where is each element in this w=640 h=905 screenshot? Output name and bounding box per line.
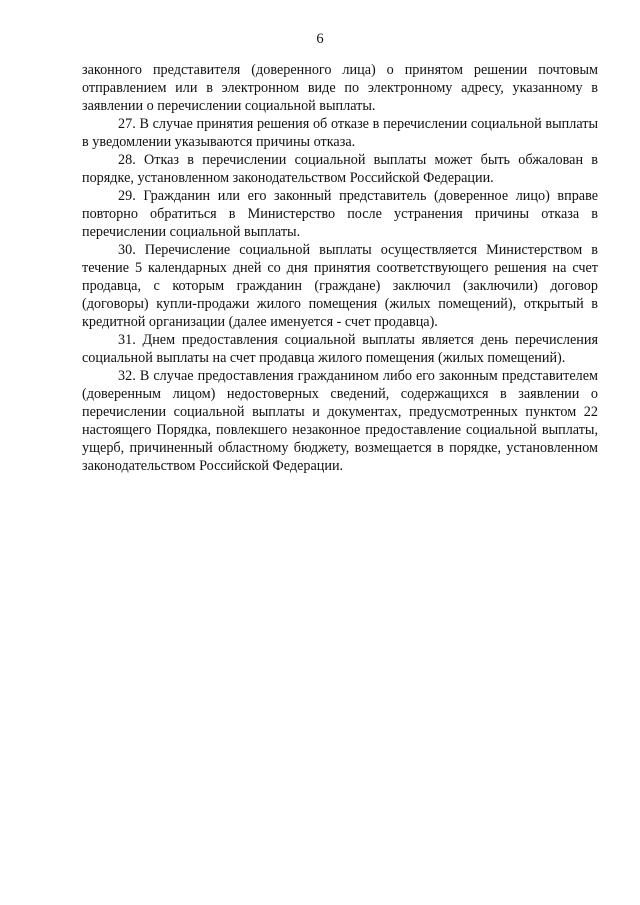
paragraph-32: 32. В случае предоставления гражданином либо его законным представителем (доверенным лицом) недостоверных сведений, содержащихся в заявлении о перечислении социальной выплаты и документах, предусмотренных пунктом 22 настоящего Порядка, повлекшего незаконное предоставление социальной выплаты, ущерб, причиненный областному бюджету, возмещается в порядке, установленном законодательством Российской Федерации. bbox=[82, 368, 598, 474]
paragraph-28: 28. Отказ в перечислении социальной выплаты может быть обжалован в порядке, установленном законодательством Российской Федерации. bbox=[82, 152, 598, 186]
paragraph-30: 30. Перечисление социальной выплаты осуществляется Министерством в течение 5 календарных дней со дня принятия соответствующего решения на счет продавца, с которым гражданин (граждане) заключил (заключили) договор (договоры) купли-продажи жилого помещения (жилых помещений), открытый в кредитной организации (далее именуется - счет продавца). bbox=[82, 242, 598, 330]
paragraph-29: 29. Гражданин или его законный представитель (доверенное лицо) вправе повторно обратиться в Министерство после устранения причины отказа в перечислении социальной выплаты. bbox=[82, 188, 598, 240]
paragraph-continuation: законного представителя (доверенного лица) о принятом решении почтовым отправлением или в электронном виде по электронному адресу, указанному в заявлении о перечислении социальной выплаты. bbox=[82, 62, 598, 114]
paragraph-31: 31. Днем предоставления социальной выплаты является день перечисления социальной выплаты на счет продавца жилого помещения (жилых помещений). bbox=[82, 332, 598, 366]
document-body bbox=[82, 61, 598, 475]
paragraph-27: 27. В случае принятия решения об отказе в перечислении социальной выплаты в уведомлении указываются причины отказа. bbox=[82, 116, 598, 150]
page-number: 6 bbox=[316, 31, 324, 47]
